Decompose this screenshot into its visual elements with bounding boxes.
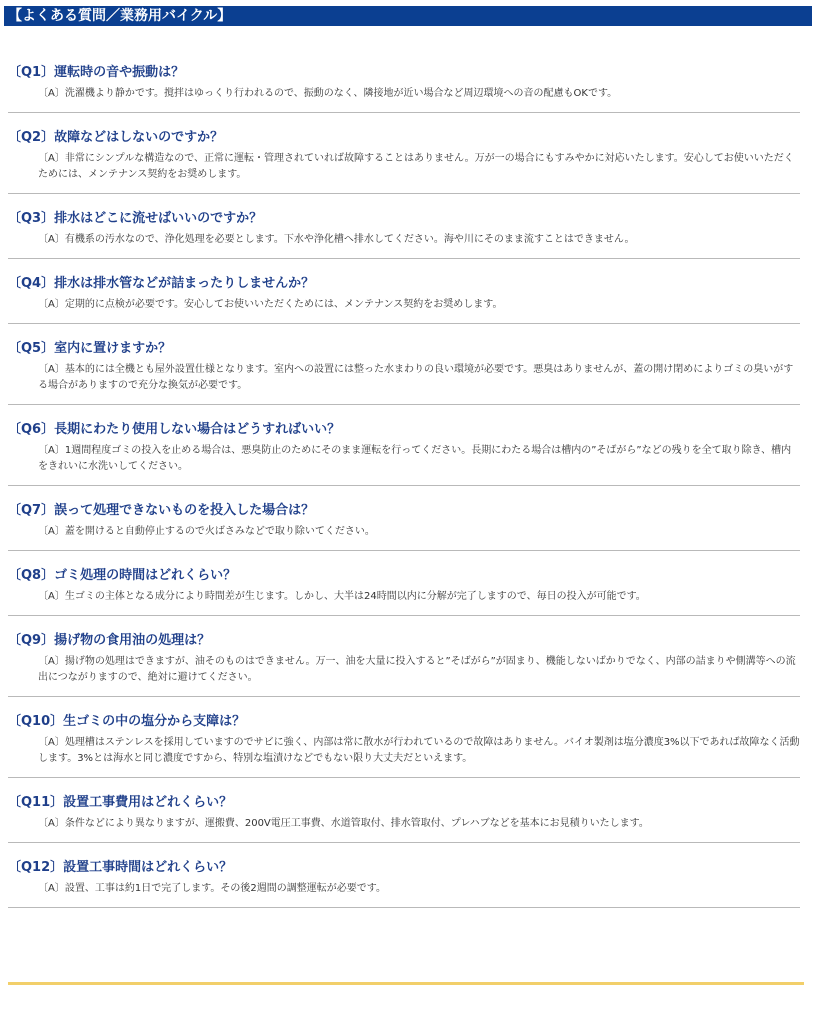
faq-answer: 〔A〕1週間程度ゴミの投入を止める場合は、悪臭防止のためにそのまま運転を行ってください。長期にわたる場合は槽内の”そばがら”などの残りを全て取り除き、槽内をきれいに水洗いしてください。: [38, 445, 792, 472]
faq-answer: 〔A〕基本的には全機とも屋外設置仕様となります。室内への設置には整った水まわりの良い環境が必要です。悪臭はありませんが、蓋の開け閉めによりゴミの臭いがする場合がありますので充分な換気が必要です。: [38, 364, 794, 391]
faq-item-q9: [8, 630, 800, 697]
faq-question: 〔Q3〕排水はどこに流せばいいのですか？: [8, 211, 263, 226]
faq-answer: 〔A〕条件などにより異なりますが、運搬費、200V電圧工事費、水道管取付、排水管取付、プレハブなどを基本にお見積りいたします。: [38, 818, 649, 829]
faq-item-q11: [8, 792, 800, 843]
faq-question: 〔Q5〕室内に置けますか？: [8, 341, 172, 356]
faq-question: 〔Q7〕誤って処理できないものを投入した場合は？: [8, 503, 315, 518]
faq-question: 〔Q1〕運転時の音や振動は？: [8, 65, 185, 80]
faq-question: 〔Q9〕揚げ物の食用油の処理は？: [8, 633, 211, 648]
faq-question: 〔Q12〕設置工事時間はどれくらい？: [8, 860, 233, 875]
faq-answer: 〔A〕有機系の汚水なので、浄化処理を必要とします。下水や浄化槽へ排水してください。海や川にそのまま流すことはできません。: [38, 234, 635, 245]
faq-answer: 〔A〕生ゴミの主体となる成分により時間差が生じます。しかし、大半は24時間以内に分解が完了しますので、毎日の投入が可能です。: [38, 591, 646, 602]
faq-answer: 〔A〕洗濯機より静かです。撹拌はゆっくり行われるので、振動のなく、隣接地が近い場合など周辺環境への音の配慮もOKです。: [38, 88, 618, 99]
faq-item-q5: [8, 338, 800, 405]
faq-list: [8, 62, 800, 922]
faq-answer: 〔A〕処理槽はステンレスを採用していますのでサビに強く、内部は常に散水が行われているので故障はありません。バイオ製剤は塩分濃度3%以下であれば故障なく活動します。3%とは海水と同じ濃度ですから、特別な塩漬けなどでもない限り大丈夫だといえます。: [38, 737, 800, 764]
faq-answer: 〔A〕設置、工事は約1日で完了します。その後2週間の調整運転が必要です。: [38, 883, 386, 894]
faq-question: 〔Q10〕生ゴミの中の塩分から支障は？: [8, 714, 246, 729]
faq-question: 〔Q8〕ゴミ処理の時間はどれくらい？: [8, 568, 237, 583]
page-title: 【よくある質問／業務用バイクル】: [4, 6, 812, 26]
faq-question: 〔Q2〕故障などはしないのですか？: [8, 130, 224, 145]
faq-item-q3: [8, 208, 800, 259]
faq-answer: 〔A〕揚げ物の処理はできますが、油そのものはできません。万一、油を大量に投入すると”そばがら”が固まり、機能しないばかりでなく、内部の詰まりや側溝等への流出につながりますので、絶対に避けてください。: [38, 656, 796, 683]
faq-item-q4: [8, 273, 800, 324]
faq-item-q2: [8, 127, 800, 194]
faq-item-q7: [8, 500, 800, 551]
faq-answer: 〔A〕蓋を開けると自動停止するので火ばさみなどで取り除いてください。: [38, 526, 375, 537]
bottom-divider: [8, 982, 804, 985]
faq-answer: 〔A〕非常にシンプルな構造なので、正常に運転・管理されていれば故障することはありません。万が一の場合にもすみやかに対応いたします。安心してお使いいただくためには、メンテナンス契約をお奨めします。: [38, 153, 794, 180]
faq-question: 〔Q4〕排水は排水管などが詰まったりしませんか？: [8, 276, 315, 291]
faq-answer: 〔A〕定期的に点検が必要です。安心してお使いいただくためには、メンテナンス契約をお奨めします。: [38, 299, 503, 310]
faq-item-q8: [8, 565, 800, 616]
faq-item-q12: [8, 857, 800, 908]
faq-question: 〔Q11〕設置工事費用はどれくらい？: [8, 795, 233, 810]
faq-item-q1: [8, 62, 800, 113]
faq-item-q6: [8, 419, 800, 486]
faq-item-q10: [8, 711, 800, 778]
faq-question: 〔Q6〕長期にわたり使用しない場合はどうすればいい？: [8, 422, 341, 437]
